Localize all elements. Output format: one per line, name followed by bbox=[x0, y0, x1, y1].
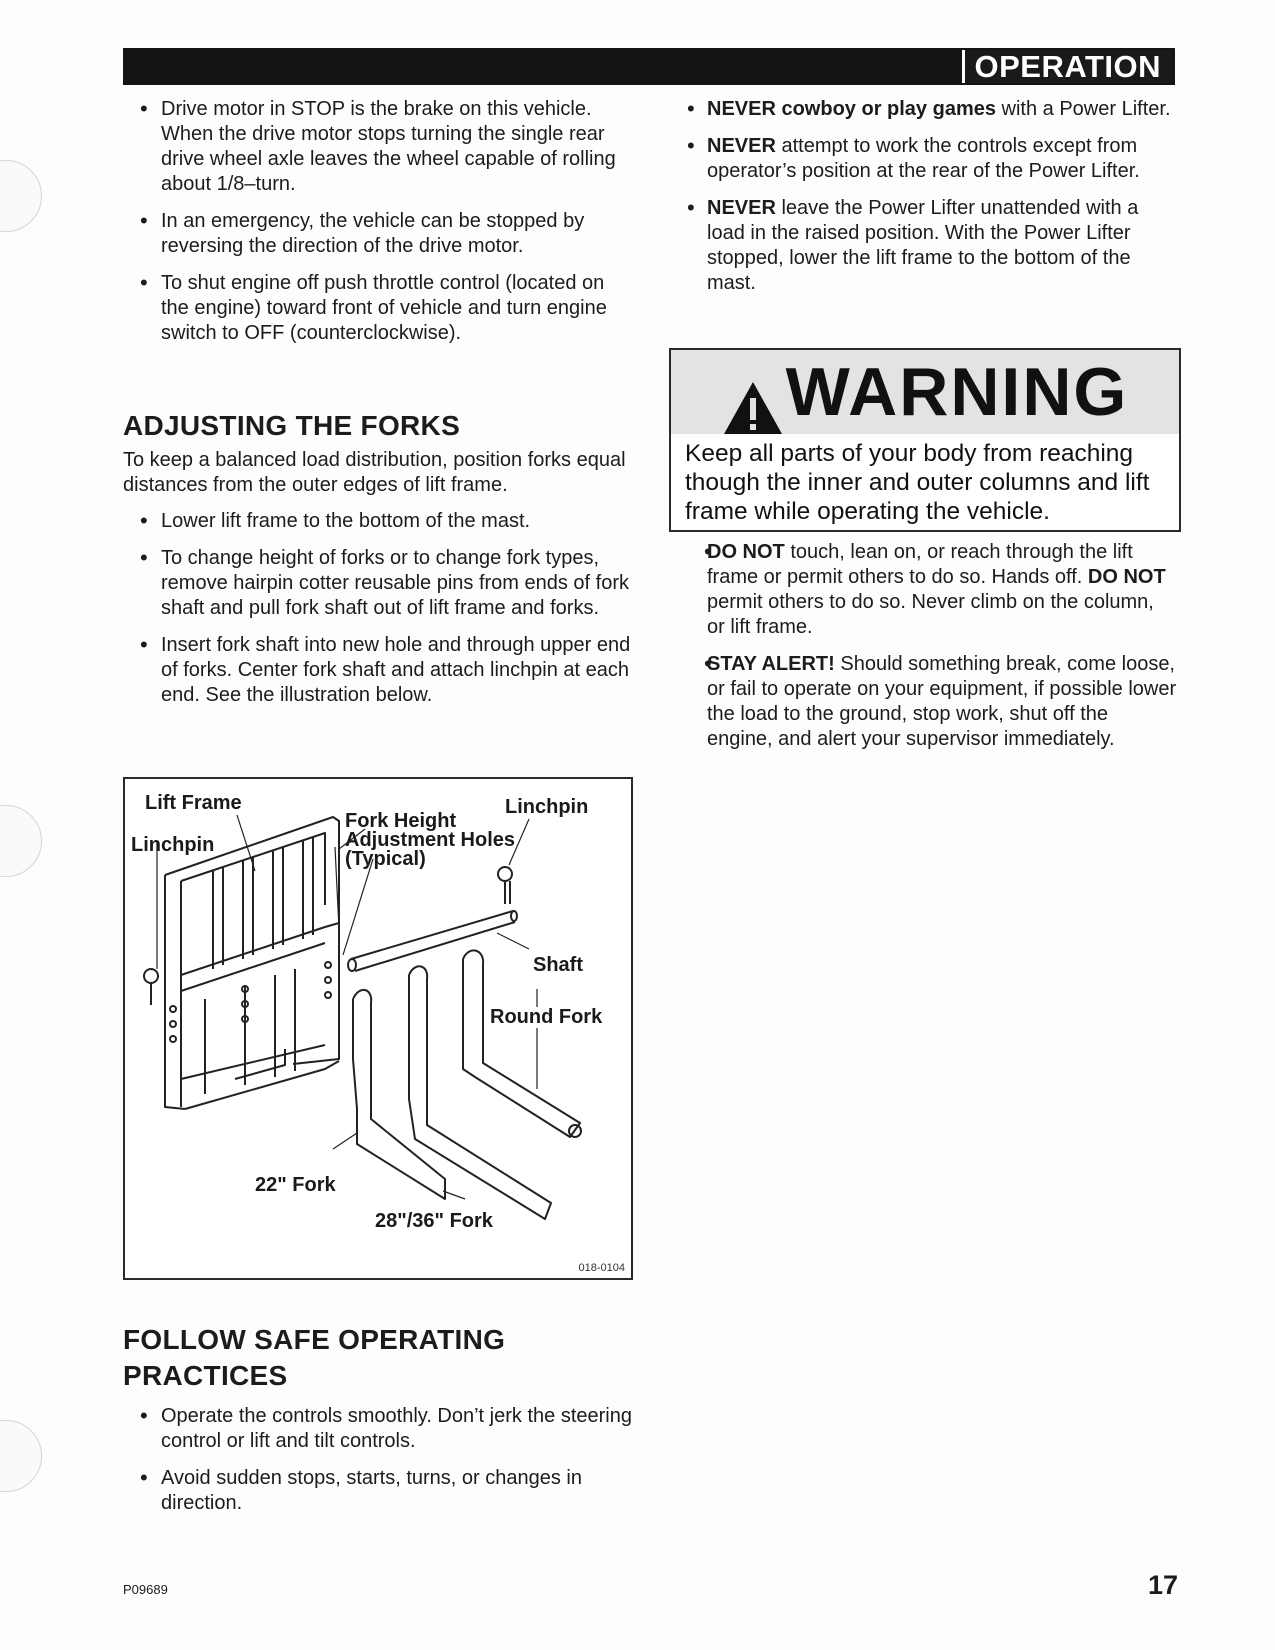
list-item: • DO NOT touch, lean on, or reach through the lift frame or permit others to do so. Hands off. DO NOT permit others to do so. Never climb on the column, or lift frame. bbox=[687, 540, 1177, 640]
label-linchpin-right: Linchpin bbox=[505, 796, 589, 818]
caution-bullet-list bbox=[687, 540, 1177, 752]
label-28-36-fork: 28"/36" Fork bbox=[375, 1210, 493, 1232]
right-column-lower bbox=[687, 540, 1177, 764]
list-item: • Operate the controls smoothly. Don’t jerk the steering control or lift and tilt controls. bbox=[123, 1404, 633, 1454]
safe-practices-heading-line2: PRACTICES bbox=[123, 1360, 288, 1391]
figure-code: 018-0104 bbox=[578, 1262, 625, 1274]
warning-title: WARNING bbox=[785, 354, 1129, 430]
warning-header bbox=[671, 350, 1179, 434]
binder-hole bbox=[0, 805, 42, 877]
list-item: • To shut engine off push throttle control (located on the engine) toward front of vehicle and turn engine switch to OFF (counterclockwise). bbox=[123, 271, 633, 346]
adjusting-forks-intro: To keep a balanced load distribution, position forks equal distances from the outer edges of lift frame. bbox=[123, 449, 626, 496]
label-22-fork: 22" Fork bbox=[255, 1174, 336, 1196]
list-item: • Lower lift frame to the bottom of the mast. bbox=[123, 509, 633, 534]
right-column bbox=[687, 97, 1177, 308]
label-fork-height-line1: Fork Height bbox=[345, 810, 457, 832]
binder-hole bbox=[0, 160, 42, 232]
label-shaft: Shaft bbox=[533, 954, 583, 976]
warning-box bbox=[669, 348, 1181, 532]
adjusting-bullet-list bbox=[123, 509, 633, 708]
adjusting-forks-heading: ADJUSTING THE FORKS bbox=[123, 410, 461, 441]
list-item: • In an emergency, the vehicle can be stopped by reversing the direction of the drive motor. bbox=[123, 209, 633, 259]
label-fork-height-line2: Adjustment Holes bbox=[345, 829, 516, 851]
list-item: • To change height of forks or to change fork types, remove hairpin cotter reusable pins from ends of fork shaft and pull fork shaft out of lift frame and forks. bbox=[123, 546, 633, 621]
safe-practices-section bbox=[123, 1322, 633, 1528]
label-fork-height-line3: (Typical) bbox=[345, 848, 426, 870]
list-item: • Insert fork shaft into new hole and through upper end of forks. Center fork shaft and attach linchpin at each end. See the illustration below. bbox=[123, 633, 633, 708]
page-number: 17 bbox=[1148, 1570, 1179, 1600]
warning-triangle-icon bbox=[722, 380, 784, 441]
list-item: • NEVER cowboy or play games with a Power Lifter. bbox=[687, 97, 1177, 122]
label-lift-frame: Lift Frame bbox=[145, 792, 242, 814]
intro-bullet-list bbox=[123, 97, 633, 346]
label-round-fork: Round Fork bbox=[490, 1006, 603, 1028]
safe-practices-bullet-list bbox=[123, 1404, 633, 1516]
list-item: • Drive motor in STOP is the brake on this vehicle. When the drive motor stops turning the single rear drive wheel axle leaves the wheel capable of rolling about 1/8–turn. bbox=[123, 97, 633, 197]
list-item: • Avoid sudden stops, starts, turns, or changes in direction. bbox=[123, 1466, 633, 1516]
binder-hole bbox=[0, 1420, 42, 1492]
safe-practices-heading-line1: FOLLOW SAFE OPERATING bbox=[123, 1324, 506, 1355]
never-bullet-list bbox=[687, 97, 1177, 296]
section-header-bar bbox=[123, 48, 1175, 85]
list-item: • STAY ALERT! Should something break, come loose, or fail to operate on your equipment, if possible lower the load to the ground, stop work, shut off the engine, and alert your supervisor immediately. bbox=[687, 652, 1177, 752]
section-label: OPERATION bbox=[962, 50, 1172, 83]
label-linchpin-left: Linchpin bbox=[131, 834, 215, 856]
warning-text: Keep all parts of your body from reaching though the inner and outer columns and lift frame while operating the vehicle. bbox=[685, 440, 1150, 525]
fork-adjustment-illustration bbox=[123, 777, 633, 1280]
footer-doc-code: P09689 bbox=[123, 1582, 168, 1597]
left-column bbox=[123, 97, 633, 720]
list-item: • NEVER leave the Power Lifter unattended with a load in the raised position. With the Power Lifter stopped, lower the lift frame to the bottom of the mast. bbox=[687, 196, 1177, 296]
list-item: • NEVER attempt to work the controls except from operator’s position at the rear of the Power Lifter. bbox=[687, 134, 1177, 184]
